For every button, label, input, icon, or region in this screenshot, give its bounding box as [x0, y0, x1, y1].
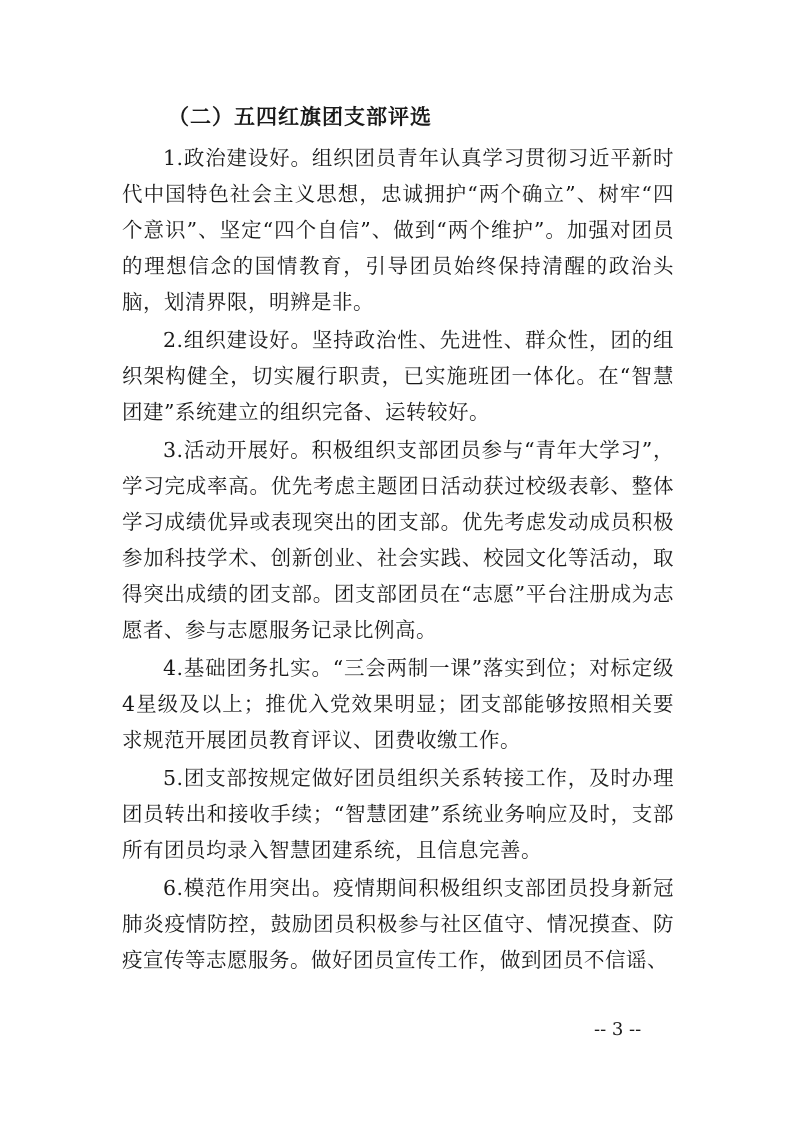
paragraph-exemplary-role: 6.模范作用突出。疫情期间积极组织支部团员投身新冠肺炎疫情防控，鼓励团员积极参与社区值守、情况摸查、防疫宣传等志愿服务。做好团员宣传工作，做到团员不信谣、 — [122, 876, 674, 972]
paragraph-organization-building: 2.组织建设好。坚持政治性、先进性、群众性，团的组织架构健全，切实履行职责，已实施班团一体化。在“智慧团建”系统建立的组织完备、运转较好。 — [122, 328, 674, 424]
paragraph-basic-affairs: 4.基础团务扎实。“三会两制一课”落实到位；对标定级4星级及以上；推优入党效果明显；团支部能够按照相关要求规范开展团员教育评议、团费收缴工作。 — [122, 656, 674, 752]
paragraph-political-building: 1.政治建设好。组织团员青年认真学习贯彻习近平新时代中国特色社会主义思想，忠诚拥护“两个确立”、树牢“四个意识”、坚定“四个自信”、做到“两个维护”。加强对团员的理想信念的国情教育，引导团员始终保持清醒的政治头脑，划清界限，明辨是非。 — [122, 146, 674, 314]
paragraph-relationship-transfer: 5.团支部按规定做好团员组织关系转接工作，及时办理团员转出和接收手续；“智慧团建”系统业务响应及时，支部所有团员均录入智慧团建系统，且信息完善。 — [122, 766, 674, 862]
body-text — [122, 140, 674, 978]
page-number: -- 3 -- — [594, 1019, 642, 1040]
paragraph-activities: 3.活动开展好。积极组织支部团员参与“青年大学习”，学习完成率高。优先考虑主题团日活动获过校级表彰、整体学习成绩优异或表现突出的团支部。优先考虑发动成员积极参加科技学术、创新创业、社会实践、校园文化等活动，取得突出成绩的团支部。团支部团员在“志愿”平台注册成为志愿者、参与志愿服务记录比例高。 — [122, 438, 674, 642]
section-heading: （二）五四红旗团支部评选 — [168, 105, 432, 129]
